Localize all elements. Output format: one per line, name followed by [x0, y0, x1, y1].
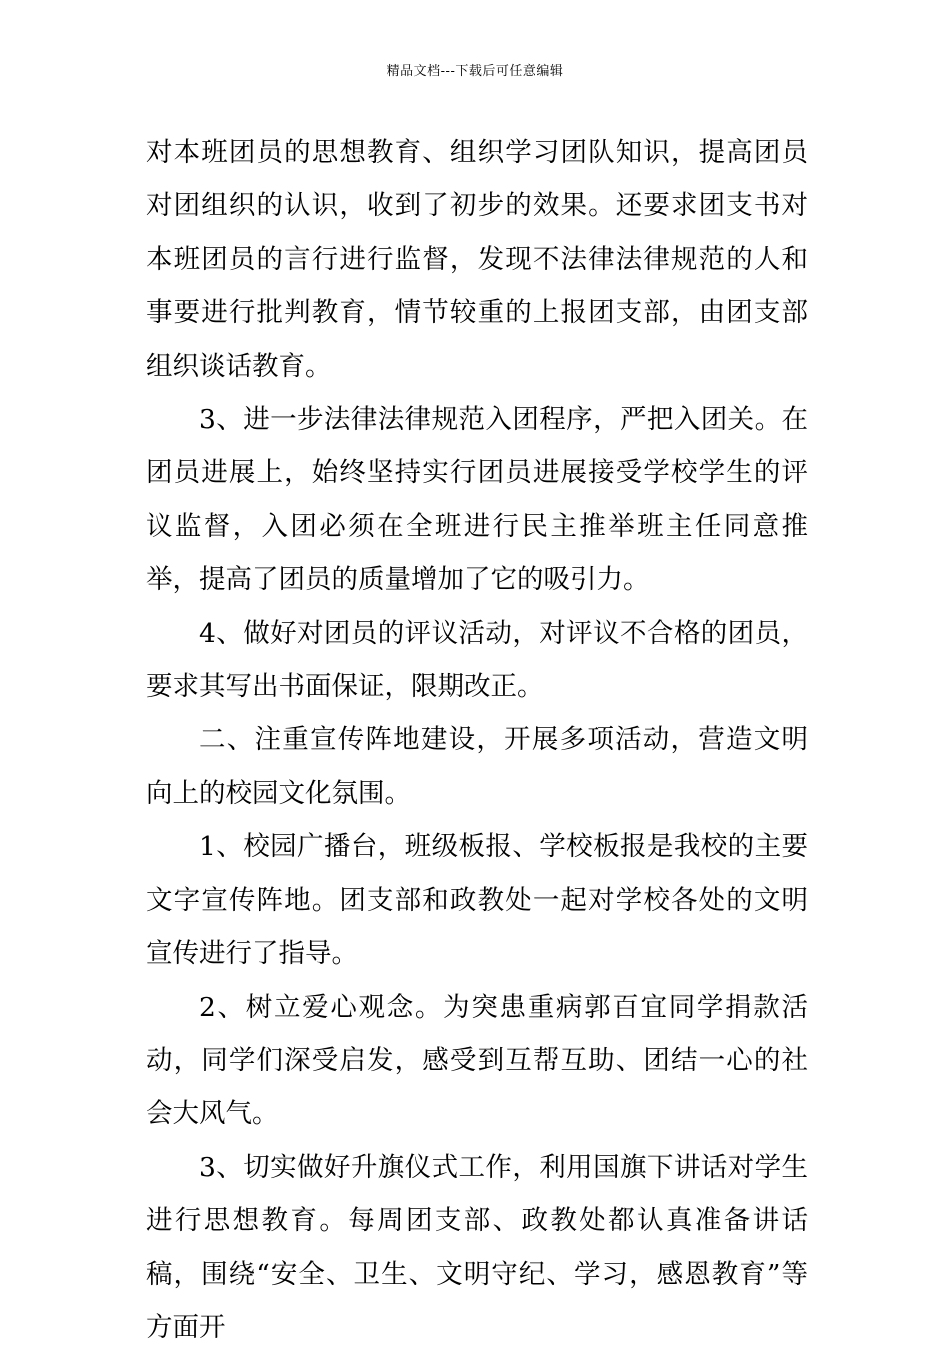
paragraph: 1、校园广播台，班级板报、学校板报是我校的主要文字宣传阵地。团支部和政教处一起对学校各处的文明宣传进行了指导。 [146, 831, 808, 970]
paragraph: 2、树立爱心观念。为突患重病郭百宜同学捐款活动，同学们深受启发，感受到互帮互助、团结一心的社会大风气。 [146, 991, 808, 1130]
paragraph: 对本班团员的思想教育、组织学习团队知识，提高团员对团组织的认识，收到了初步的效果。还要求团支书对本班团员的言行进行监督，发现不法律法律规范的人和事要进行批判教育，情节较重的上报团支部，由团支部组织谈话教育。 [146, 137, 808, 382]
paragraph: 3、进一步法律法律规范入团程序，严把入团关。在团员进展上，始终坚持实行团员进展接受学校学生的评议监督，入团必须在全班进行民主推举班主任同意推举，提高了团员的质量增加了它的吸引力。 [146, 404, 808, 596]
paragraph: 4、做好对团员的评议活动，对评议不合格的团员，要求其写出书面保证，限期改正。 [146, 617, 808, 703]
document-body [146, 126, 808, 1354]
paragraph: 3、切实做好升旗仪式工作，利用国旗下讲话对学生进行思想教育。每周团支部、政教处都认真准备讲话稿，围绕“安全、卫生、文明守纪、学习，感恩教育”等方面开 [146, 1151, 808, 1343]
page-header: 精品文档---下载后可任意编辑 [386, 64, 564, 79]
section-heading: 二、注重宣传阵地建设，开展多项活动，营造文明向上的校园文化氛围。 [146, 724, 808, 809]
